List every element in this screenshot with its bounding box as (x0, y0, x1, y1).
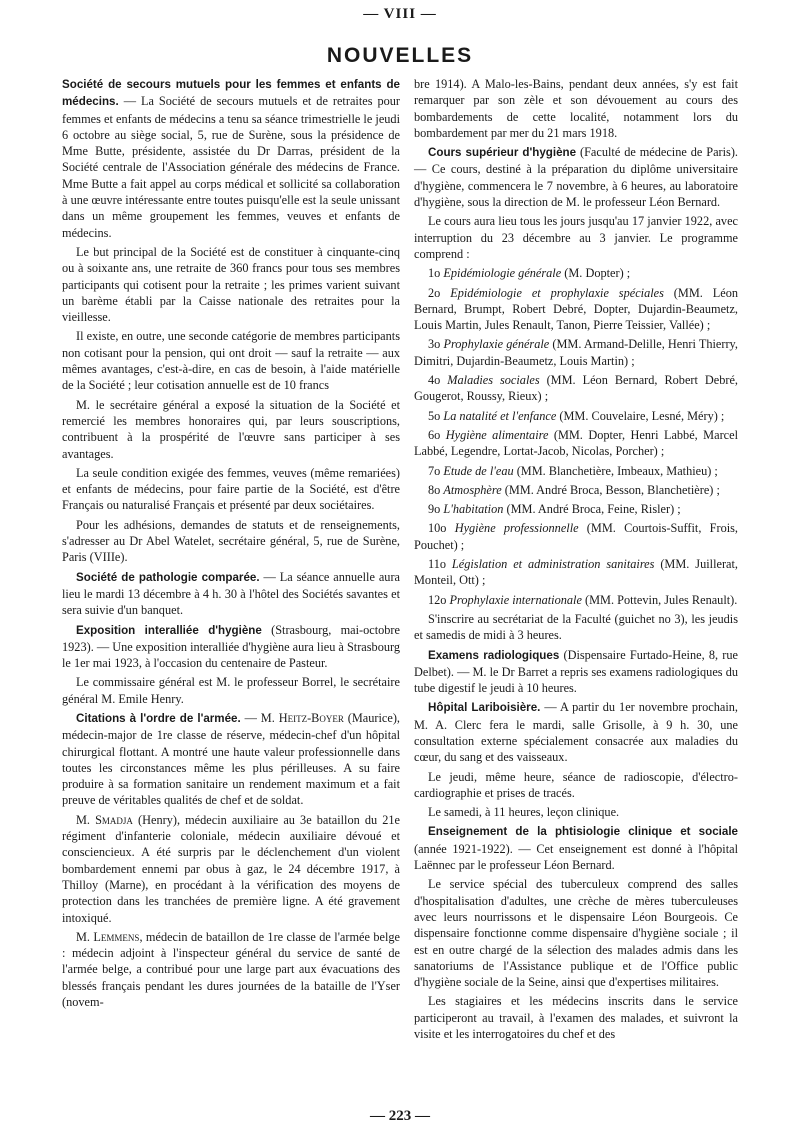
item-topic: Maladies sociales (447, 373, 540, 388)
section-title: Citations à l'ordre de l'armée. (76, 711, 241, 725)
section-title: Hôpital Lariboisière. (428, 701, 541, 715)
item-lecturers: (MM. Juillerat, Monteil, Ott) ; (414, 557, 738, 588)
item-number: 6o (428, 427, 446, 442)
program-item (414, 463, 738, 479)
item-topic: Epidémiologie et prophylaxie spéciales (450, 285, 664, 300)
paragraph: La seule condition exigée des femmes, veuves (même remariées) et enfants de médecins, pour faire partie de la Société, est d'être Français ou naturalisé Français et présenté par deux sociétaires. (62, 465, 400, 513)
article-pathologie-comparee: Société de pathologie comparée. — La séance annuelle aura lieu le mardi 13 décembre à 4 h. 30 à l'hôtel des Sociétés savantes et sera suivie d'un banquet. (62, 569, 401, 618)
item-number: 4o (428, 373, 448, 388)
item-number: 8o (428, 482, 444, 497)
paragraph: Le service spécial des tuberculeux comprend des salles d'hospitalisation d'adultes, une crèche de mères tuberculeuses avec leurs nourrissons et le dispensaire Léon Bourgeois. Ce dispensaire fonctionne comme dispensaire d'hygiène sociale ; il est en outre chargé de la sélection des malades admis dans les sanatoriums de l'Assistance publique et de l'Office public d'hygiène sociale de la Seine, ainsi que d'expertises militaires. (414, 877, 738, 990)
item-lecturers: (MM. Blanchetière, Imbeaux, Mathieu) ; (513, 463, 718, 478)
paragraph: Le jeudi, même heure, séance de radioscopie, d'électro-cardiographie et prises de tracés. (414, 769, 738, 800)
item-lecturers: (MM. Léon Bernard, Robert Debré, Gougerot, Roussy, Rieux) ; (414, 373, 739, 404)
program-item (414, 408, 738, 424)
item-lecturers: (MM. Courtois-Suffit, Frois, Pouchet) ; (414, 521, 738, 552)
program-item (414, 372, 738, 405)
article-lariboisiere: Hôpital Lariboisière. — A partir du 1er novembre prochain, M. A. Clerc fera le mardi, salle Grisolle, à 9 h. 30, une consultation externe spécialement consacrée aux maladies du cœur, du sang et des vaisseaux. (414, 700, 738, 765)
item-topic: Epidémiologie générale (443, 266, 562, 281)
running-header: — VIII — (363, 6, 437, 22)
page-title: NOUVELLES (326, 44, 474, 67)
section-title: Examens radiologiques (428, 648, 560, 662)
program-item (414, 520, 738, 553)
item-topic: Prophylaxie internationale (449, 592, 582, 607)
article-examens-radiologiques: Examens radiologiques (Dispensaire Furtado-Heine, 8, rue Delbet). — M. le Dr Barret a repris ses examens radiologiques du tube digestif le jeudi à 10 heures. (414, 647, 738, 696)
paragraph: Pour les adhésions, demandes de statuts et de renseignements, s'adresser au Dr Abel Watelet, secrétaire général, 5, rue de Surène, Paris (VIIIe). (62, 517, 400, 565)
item-lecturers: (M. Dopter) ; (561, 266, 631, 281)
item-number: 7o (428, 463, 444, 478)
program-item (414, 501, 738, 517)
item-number: 1o (428, 266, 444, 281)
item-number: 12o (428, 592, 450, 607)
program-item (414, 592, 738, 608)
item-topic: Etude de l'eau (443, 463, 514, 478)
article-phtisiologie: Enseignement de la phtisiologie clinique et sociale (année 1921-1922). — Cet enseignement est donné à l'hôpital Laënnec par le professeur Léon Bernard. (414, 825, 738, 873)
item-number: 10o (428, 521, 455, 536)
article-secours-mutuels: Société de secours mutuels pour les femmes et enfants de médecins. — La Société de secours mutuels et de retraites pour femmes et enfants de médecins a tenu sa séance trimestrielle le jeudi 6 octobre au siège social, 5, rue de Surène, sous la présidence de Mme Butte, présidente, assistée du Dr Darras, président de la Société centrale de l'Association générale des médecins de France. Mme Butte a fait appel au corps médical et sollicité sa collaboration à une œuvre intéressante entre toutes puisqu'elle est la seule unissant dans un même groupement les femmes, veuves et enfants de médecins. (62, 78, 400, 240)
section-title: Enseignement de la phtisiologie clinique et sociale (428, 825, 738, 839)
paragraph: Le cours aura lieu tous les jours jusqu'au 17 janvier 1922, avec interruption du 23 décembre au 3 janvier. Le programme comprend : (414, 214, 738, 261)
item-number: 11o (428, 557, 452, 572)
page-number: — 223 — (370, 1108, 430, 1124)
article-exposition: Exposition interalliée d'hygiène (Strasbourg, mai-octobre 1923). — Une exposition interalliée d'hygiène aura lieu à Strasbourg le 1er mai 1923, à l'occasion du centenaire de Pasteur. (62, 622, 401, 671)
item-lecturers: (MM. Armand-Delille, Henri Thierry, Dimitri, Dujardin-Beaumetz, Louis Martin) ; (414, 337, 738, 368)
section-title: Société de pathologie comparée. (76, 570, 260, 584)
paragraph: Le but principal de la Société est de constituer à cinquante-cinq ou à soixante ans, une retraite de 360 francs pour tous ses membres participants qui cotisent pour la retraite ; les primes varient suivant un barème établi par la Caisse nationale des retraites pour la vieillesse. (62, 244, 400, 325)
program-item (414, 427, 738, 460)
section-title: Société de secours mutuels pour les femmes et enfants de médecins. (62, 78, 400, 109)
item-number: 3o (428, 337, 444, 352)
program-item (414, 556, 738, 589)
program-item (414, 482, 738, 498)
article-citations: Citations à l'ordre de l'armée. — M. Heitz-Boyer (Maurice), médecin-major de 1re classe de réserve, médecin-chef d'un hôpital chirurgical flottant. A montré une haute valeur professionnelle dans toutes les circonstances même les plus périlleuses. A su faire produire à sa formation sanitaire un rendement maximum et a fait preuve de véritables qualités de chef et de soldat. (62, 710, 400, 808)
item-number: 5o (428, 408, 444, 423)
program-item (414, 336, 738, 369)
item-topic: Atmosphère (443, 482, 502, 497)
item-topic: Législation et administration sanitaires (451, 557, 655, 572)
right-column (414, 76, 738, 1045)
paragraph: Il existe, en outre, une seconde catégorie de membres participants non cotisant pour la pension, qui ont droit — sauf la retraite — aux mêmes avantages, c'est-à-dire, en cas de besoin, à l'aide matérielle de la Société ; leur cotisation annuelle est de 10 francs (62, 329, 400, 393)
item-number: 2o (428, 285, 451, 300)
item-lecturers: (MM. Dopter, Henri Labbé, Marcel Labbé, Legendre, Lortat-Jacob, Nicolas, Porcher) ; (414, 427, 739, 459)
item-topic: L'habitation (443, 502, 504, 517)
left-column (62, 76, 400, 1013)
item-lecturers: (MM. André Broca, Feine, Risler) ; (503, 502, 681, 517)
item-lecturers: (MM. Couvelaire, Lesné, Méry) ; (556, 408, 725, 423)
paragraph: S'inscrire au secrétariat de la Faculté (guichet no 3), les jeudis et samedis de midi à 3 heures. (414, 611, 738, 643)
paragraph: M. le secrétaire général a exposé la situation de la Société et remercié les membres honoraires qui, par leurs souscriptions, contribuent à la prospérité de l'œuvre sans participer à ses avantages. (62, 397, 400, 461)
item-lecturers: (MM. Léon Bernard, Brumpt, Robert Debré, Dopter, Dujardin-Beaumetz, Louis Martin, Jules Renault, Tanon, Pierre Teissier, Vallée) ; (414, 285, 739, 333)
program-item (414, 285, 738, 334)
item-lecturers: (MM. André Broca, Besson, Blanchetière) ; (501, 482, 720, 497)
section-title: Exposition interalliée d'hygiène (76, 623, 262, 637)
program-list (414, 265, 738, 608)
item-topic: Prophylaxie générale (443, 337, 550, 352)
program-item (414, 265, 738, 281)
paragraph: Le samedi, à 11 heures, leçon clinique. (428, 805, 620, 820)
person-name: — M. Heitz-Boyer (240, 710, 344, 725)
paragraph: M. Smadja (Henry), médecin auxiliaire au 3e bataillon du 21e régiment d'infanterie coloniale, médecin auxiliaire dévoué et consciencieux. A été surpris par le déclenchement d'un violent bombardement ennemi par obus à gaz, le 24 décembre 1917, à Thilloy (Marne), en procédant à la vérification des moyens de protection dans les tranchées de première ligne. A été gravement intoxiqué. (62, 812, 400, 925)
item-topic: Hygiène professionnelle (454, 521, 579, 536)
paragraph: Les stagiaires et les médecins inscrits dans le service participeront au travail, à l'examen des malades, et suivront la visite et les interrogatoires du chef et des (414, 994, 738, 1042)
paragraph: Le commissaire général est M. le professeur Borrel, le secrétaire général M. Emile Henry. (62, 675, 400, 706)
article-cours-hygiene: Cours supérieur d'hygiène (Faculté de médecine de Paris). — Ce cours, destiné à la préparation du diplôme universitaire d'hygiène, commencera le 7 novembre, à 6 heures, au laboratoire d'hygiène, sous la direction de M. le professeur Léon Bernard. (414, 145, 738, 210)
item-topic: Hygiène alimentaire (445, 427, 549, 442)
item-lecturers: (MM. Pottevin, Jules Renault). (581, 592, 738, 607)
item-number: 9o (428, 502, 444, 517)
person-name: Lemmens (93, 929, 140, 944)
item-topic: La natalité et l'enfance (443, 408, 557, 423)
paragraph: M. Lemmens, médecin de bataillon de 1re classe de l'armée belge : médecin adjoint à l'inspecteur général du service de santé de l'armée belge, a contribué pour une large part aux évacuations des blessés français pendant les dures journées de la bataille de l'Yser (novem- (62, 929, 400, 1010)
paragraph: bre 1914). A Malo-les-Bains, pendant deux années, s'y est fait remarquer par son zèle et son dévouement au cours des bombardements de cette localité, notamment lors du bombardement par mer du 21 mars 1918. (414, 77, 738, 140)
person-name: Smadja (95, 812, 133, 827)
section-title: Cours supérieur d'hygiène (428, 146, 577, 160)
